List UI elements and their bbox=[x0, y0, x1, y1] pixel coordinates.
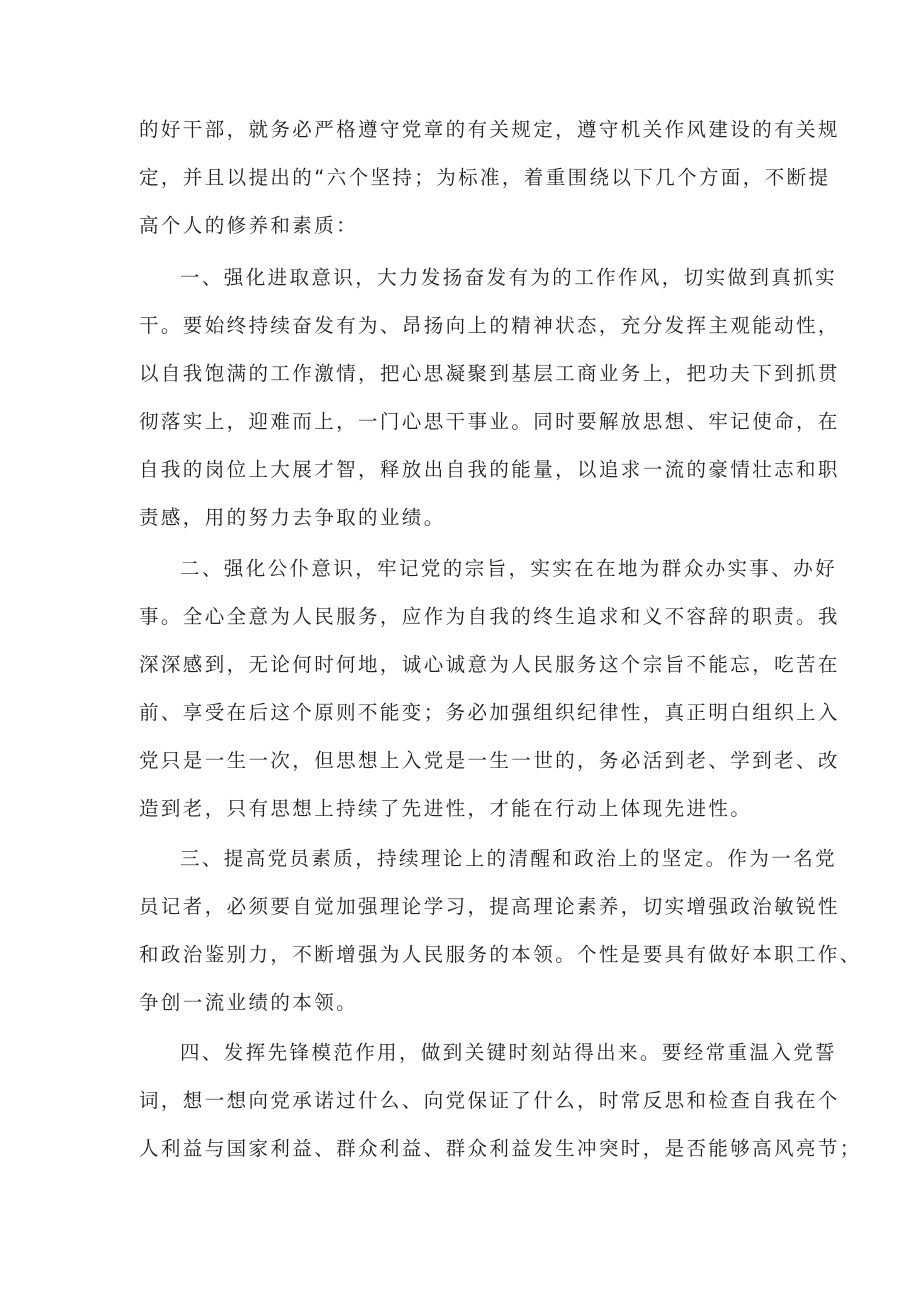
text-line: 以自我饱满的工作激情，把心思凝聚到基层工商业务上，把功夫下到抓贯 bbox=[139, 362, 840, 385]
text-line: 和政治鉴别力，不断增强为人民服务的本领。个性是要具有做好本职工作、 bbox=[139, 943, 862, 966]
text-line: 高个人的修养和素质： bbox=[139, 214, 359, 237]
text-line: 定，并且以提出的“六个坚持；为标准，着重围绕以下几个方面，不断提 bbox=[139, 166, 831, 189]
text-line: 词，想一想向党承诺过什么、向党保证了什么，时常反思和检查自我在个 bbox=[139, 1089, 840, 1112]
paragraph-first-line: 四、发挥先锋模范作用，做到关键时刻站得出来。要经常重温入党誓 bbox=[180, 1041, 838, 1064]
paragraph-first-line: 二、强化公仆意识，牢记党的宗旨，实实在在地为群众办实事、办好 bbox=[180, 557, 838, 580]
text-line: 争创一流业绩的本领。 bbox=[139, 991, 359, 1014]
text-line: 责感，用的努力去争取的业绩。 bbox=[139, 506, 446, 529]
paragraph-first-line: 三、提高党员素质，持续理论上的清醒和政治上的坚定。作为一名党 bbox=[180, 847, 838, 870]
paragraph-first-line: 一、强化进取意识，大力发扬奋发有为的工作作风，切实做到真抓实 bbox=[180, 266, 838, 289]
text-line: 造到老，只有思想上持续了先进性，才能在行动上体现先进性。 bbox=[139, 797, 753, 820]
text-line: 自我的岗位上大展才智，释放出自我的能量，以追求一流的豪情壮志和职 bbox=[139, 458, 840, 481]
text-line: 员记者，必须要自觉加强理论学习，提高理论素养，切实增强政治敏锐性 bbox=[139, 895, 840, 918]
text-line: 干。要始终持续奋发有为、昂扬向上的精神状态，充分发挥主观能动性， bbox=[139, 314, 840, 337]
text-line: 深深感到，无论何时何地，诚心诚意为人民服务这个宗旨不能忘，吃苦在 bbox=[139, 653, 840, 676]
text-line: 人利益与国家利益、群众利益、群众利益发生冲突时，是否能够高风亮节； bbox=[139, 1137, 862, 1160]
text-line: 彻落实上，迎难而上，一门心思干事业。同时要解放思想、牢记使命，在 bbox=[139, 410, 840, 433]
text-line: 党只是一生一次，但思想上入党是一生一世的，务必活到老、学到老、改 bbox=[139, 749, 840, 772]
text-line: 前、享受在后这个原则不能变；务必加强组织纪律性，真正明白组织上入 bbox=[139, 701, 840, 724]
text-line: 事。全心全意为人民服务，应作为自我的终生追求和义不容辞的职责。我 bbox=[139, 605, 840, 628]
text-line: 的好干部，就务必严格遵守党章的有关规定，遵守机关作风建设的有关规 bbox=[139, 118, 840, 141]
